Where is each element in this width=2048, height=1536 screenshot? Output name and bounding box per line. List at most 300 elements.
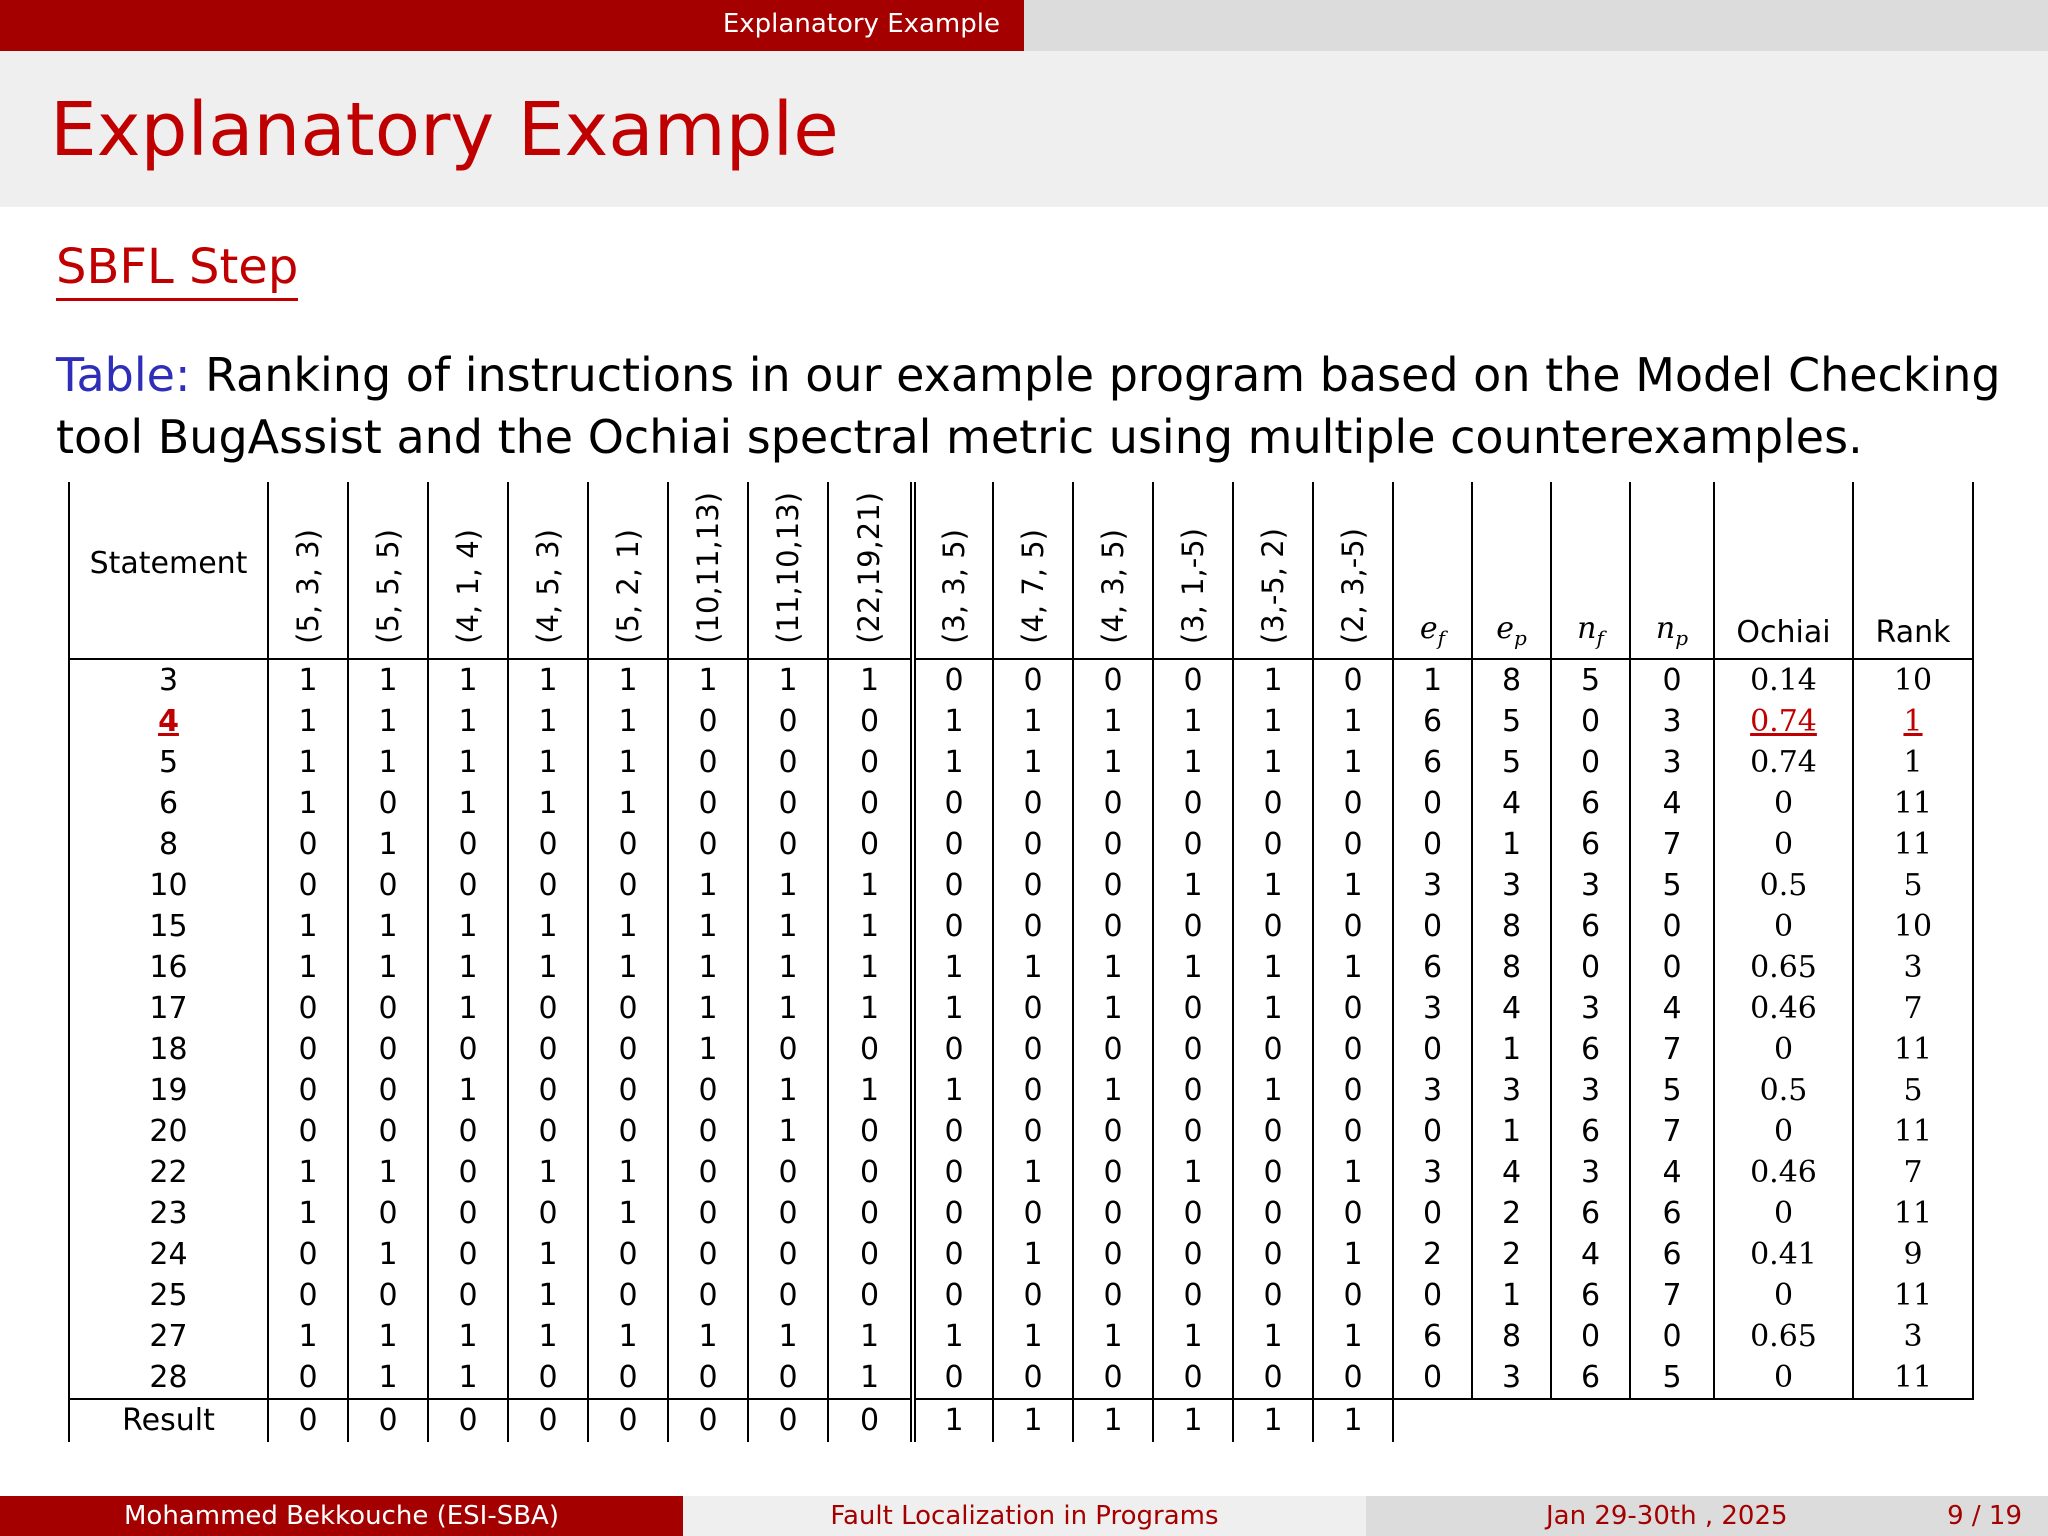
metric-subscript: p xyxy=(1675,625,1689,650)
metric-cell: 6 xyxy=(1551,906,1630,947)
metric-cell: 6 xyxy=(1393,742,1472,783)
coverage-cell: 0 xyxy=(428,1234,508,1275)
passing-test-label: (10,11,13) xyxy=(690,492,725,644)
coverage-cell: 1 xyxy=(348,1234,428,1275)
coverage-cell: 0 xyxy=(1073,659,1153,701)
coverage-cell: 0 xyxy=(828,1152,913,1193)
coverage-cell: 1 xyxy=(828,659,913,701)
coverage-cell: 0 xyxy=(588,1275,668,1316)
test-input-header xyxy=(668,482,748,659)
coverage-cell: 0 xyxy=(1233,1152,1313,1193)
metric-cell: 4 xyxy=(1630,988,1714,1029)
coverage-cell: 0 xyxy=(1313,824,1393,865)
ochiai-cell: 0 xyxy=(1714,1357,1853,1399)
failing-test-label: (3, 1,-5) xyxy=(1175,527,1210,644)
metric-subscript: f xyxy=(1596,625,1604,650)
metric-cell: 8 xyxy=(1472,1316,1551,1357)
coverage-cell: 1 xyxy=(268,1316,348,1357)
coverage-cell: 1 xyxy=(913,701,993,742)
coverage-cell: 0 xyxy=(913,1234,993,1275)
coverage-cell: 0 xyxy=(748,742,828,783)
rank-cell: 10 xyxy=(1853,906,1973,947)
metric-cell: 6 xyxy=(1551,824,1630,865)
top-navigation-bar xyxy=(0,0,2048,51)
coverage-cell: 1 xyxy=(268,1193,348,1234)
coverage-cell: 1 xyxy=(993,947,1073,988)
metric-cell: 6 xyxy=(1393,1316,1472,1357)
metric-cell: 1 xyxy=(1472,824,1551,865)
coverage-cell: 0 xyxy=(913,1152,993,1193)
coverage-cell: 1 xyxy=(993,1152,1073,1193)
coverage-cell: 1 xyxy=(748,906,828,947)
coverage-cell: 0 xyxy=(428,865,508,906)
footer-page-number: 9 / 19 xyxy=(1947,1501,2022,1531)
coverage-cell: 1 xyxy=(268,947,348,988)
coverage-cell: 1 xyxy=(828,947,913,988)
coverage-cell: 0 xyxy=(748,783,828,824)
rank-cell: 3 xyxy=(1853,947,1973,988)
coverage-cell: 1 xyxy=(828,1316,913,1357)
coverage-cell: 1 xyxy=(268,1152,348,1193)
coverage-cell: 0 xyxy=(668,701,748,742)
coverage-cell: 1 xyxy=(668,906,748,947)
coverage-cell: 1 xyxy=(748,988,828,1029)
coverage-cell: 1 xyxy=(1233,988,1313,1029)
metric-cell: 8 xyxy=(1472,659,1551,701)
coverage-cell: 0 xyxy=(828,1275,913,1316)
coverage-cell: 0 xyxy=(993,1070,1073,1111)
nav-section-title[interactable]: Explanatory Example xyxy=(0,0,1024,51)
coverage-cell: 0 xyxy=(1153,1275,1233,1316)
ochiai-cell: 0 xyxy=(1714,783,1853,824)
ochiai-cell: 0.74 xyxy=(1714,701,1853,742)
coverage-cell: 0 xyxy=(1233,1193,1313,1234)
metric-cell: 6 xyxy=(1551,783,1630,824)
metric-cell: 6 xyxy=(1393,947,1472,988)
coverage-cell: 1 xyxy=(748,865,828,906)
coverage-cell: 1 xyxy=(668,1029,748,1070)
coverage-cell: 0 xyxy=(1073,906,1153,947)
coverage-cell: 1 xyxy=(1233,659,1313,701)
ochiai-cell: 0.46 xyxy=(1714,1152,1853,1193)
coverage-cell: 1 xyxy=(348,906,428,947)
coverage-cell: 0 xyxy=(1233,1111,1313,1152)
coverage-cell: 0 xyxy=(428,1111,508,1152)
statement-cell: 16 xyxy=(69,947,268,988)
coverage-cell: 1 xyxy=(1313,865,1393,906)
table-row xyxy=(69,1070,1973,1111)
metric-header-ef xyxy=(1393,482,1472,659)
metric-cell: 5 xyxy=(1551,659,1630,701)
coverage-cell: 1 xyxy=(1073,988,1153,1029)
coverage-cell: 0 xyxy=(1073,1234,1153,1275)
coverage-cell: 1 xyxy=(268,783,348,824)
metric-cell: 3 xyxy=(1472,1357,1551,1399)
table-row xyxy=(69,865,1973,906)
rank-cell: 11 xyxy=(1853,1111,1973,1152)
caption-text: Ranking of instructions in our example program based on the Model Checking tool BugAssist and the Ochiai spectral metric using multiple counterexamples. xyxy=(56,348,2001,464)
rank-cell: 10 xyxy=(1853,659,1973,701)
coverage-cell: 0 xyxy=(1153,1029,1233,1070)
metric-cell: 0 xyxy=(1393,1111,1472,1152)
test-input-header xyxy=(268,482,348,659)
metric-cell: 2 xyxy=(1472,1193,1551,1234)
coverage-cell: 0 xyxy=(913,1193,993,1234)
table-row xyxy=(69,783,1973,824)
coverage-cell: 1 xyxy=(428,783,508,824)
coverage-cell: 1 xyxy=(913,1070,993,1111)
passing-test-label: (4, 1, 4) xyxy=(450,528,485,644)
coverage-cell: 0 xyxy=(588,824,668,865)
coverage-cell: 0 xyxy=(668,1111,748,1152)
failing-test-label: (4, 3, 5) xyxy=(1095,528,1130,644)
result-cell: 1 xyxy=(1313,1399,1393,1442)
coverage-cell: 1 xyxy=(588,947,668,988)
coverage-cell: 0 xyxy=(913,659,993,701)
coverage-cell: 1 xyxy=(1233,947,1313,988)
result-empty-cell xyxy=(1714,1399,1853,1442)
metric-cell: 0 xyxy=(1630,947,1714,988)
rank-cell: 5 xyxy=(1853,865,1973,906)
result-cell: 0 xyxy=(828,1399,913,1442)
result-cell: 0 xyxy=(668,1399,748,1442)
coverage-cell: 0 xyxy=(1153,783,1233,824)
table-row xyxy=(69,906,1973,947)
statement-cell: 20 xyxy=(69,1111,268,1152)
coverage-cell: 1 xyxy=(268,906,348,947)
metric-cell: 0 xyxy=(1393,906,1472,947)
metric-cell: 0 xyxy=(1551,701,1630,742)
metric-letter: n xyxy=(1577,610,1597,646)
table-row xyxy=(69,742,1973,783)
coverage-cell: 1 xyxy=(1233,1316,1313,1357)
coverage-cell: 0 xyxy=(1073,1275,1153,1316)
coverage-cell: 1 xyxy=(508,906,588,947)
metric-cell: 0 xyxy=(1551,1316,1630,1357)
metric-cell: 7 xyxy=(1630,1111,1714,1152)
table-body xyxy=(69,659,1973,1442)
coverage-cell: 0 xyxy=(1313,1070,1393,1111)
passing-test-label: (5, 5, 5) xyxy=(370,528,405,644)
coverage-cell: 1 xyxy=(1313,947,1393,988)
coverage-cell: 1 xyxy=(348,824,428,865)
ochiai-cell: 0.46 xyxy=(1714,988,1853,1029)
coverage-cell: 0 xyxy=(348,1111,428,1152)
metric-cell: 3 xyxy=(1551,1152,1630,1193)
coverage-cell: 0 xyxy=(993,865,1073,906)
coverage-cell: 1 xyxy=(1153,701,1233,742)
coverage-cell: 0 xyxy=(588,1070,668,1111)
statement-cell: 27 xyxy=(69,1316,268,1357)
metric-cell: 6 xyxy=(1630,1193,1714,1234)
failing-test-label: (3,-5, 2) xyxy=(1255,527,1290,644)
coverage-cell: 1 xyxy=(748,1111,828,1152)
coverage-cell: 0 xyxy=(1153,824,1233,865)
coverage-cell: 0 xyxy=(1153,1111,1233,1152)
metric-subscript: p xyxy=(1513,625,1527,650)
ochiai-cell: 0.14 xyxy=(1714,659,1853,701)
footer-right-panel xyxy=(1366,1496,2048,1536)
coverage-cell: 0 xyxy=(993,659,1073,701)
metric-cell: 1 xyxy=(1472,1029,1551,1070)
result-row xyxy=(69,1399,1973,1442)
metric-cell: 2 xyxy=(1472,1234,1551,1275)
coverage-cell: 0 xyxy=(828,742,913,783)
coverage-cell: 0 xyxy=(668,1234,748,1275)
metric-cell: 3 xyxy=(1393,865,1472,906)
coverage-cell: 0 xyxy=(748,1275,828,1316)
coverage-cell: 1 xyxy=(428,1316,508,1357)
header-row xyxy=(69,482,1973,659)
coverage-cell: 0 xyxy=(748,1357,828,1399)
coverage-cell: 0 xyxy=(268,865,348,906)
coverage-cell: 0 xyxy=(1153,988,1233,1029)
coverage-cell: 0 xyxy=(348,783,428,824)
metric-cell: 4 xyxy=(1472,783,1551,824)
statement-cell: 10 xyxy=(69,865,268,906)
rank-cell: 11 xyxy=(1853,1275,1973,1316)
footer-date: Jan 29-30th , 2025 xyxy=(1546,1501,1788,1531)
coverage-cell: 0 xyxy=(1313,1275,1393,1316)
block-heading: SBFL Step xyxy=(56,242,298,301)
coverage-cell: 1 xyxy=(1313,1316,1393,1357)
coverage-cell: 0 xyxy=(1153,1357,1233,1399)
coverage-cell: 0 xyxy=(268,1234,348,1275)
coverage-cell: 0 xyxy=(588,1029,668,1070)
coverage-cell: 0 xyxy=(668,1275,748,1316)
coverage-cell: 0 xyxy=(913,824,993,865)
coverage-cell: 0 xyxy=(1153,906,1233,947)
coverage-cell: 1 xyxy=(588,742,668,783)
rank-cell: 9 xyxy=(1853,1234,1973,1275)
result-empty-cell xyxy=(1551,1399,1630,1442)
coverage-cell: 1 xyxy=(348,1152,428,1193)
coverage-cell: 1 xyxy=(993,701,1073,742)
coverage-cell: 0 xyxy=(993,906,1073,947)
ochiai-header: Ochiai xyxy=(1714,482,1853,659)
result-cell: 0 xyxy=(748,1399,828,1442)
result-cell: 0 xyxy=(508,1399,588,1442)
table-row xyxy=(69,1316,1973,1357)
coverage-cell: 1 xyxy=(993,1234,1073,1275)
metric-cell: 5 xyxy=(1630,1357,1714,1399)
metric-cell: 1 xyxy=(1472,1111,1551,1152)
coverage-cell: 0 xyxy=(1153,1234,1233,1275)
coverage-cell: 0 xyxy=(508,1193,588,1234)
coverage-cell: 0 xyxy=(993,783,1073,824)
metric-subscript: f xyxy=(1437,625,1446,650)
coverage-cell: 1 xyxy=(1233,701,1313,742)
coverage-cell: 1 xyxy=(1313,742,1393,783)
coverage-cell: 1 xyxy=(1233,1070,1313,1111)
coverage-cell: 0 xyxy=(668,783,748,824)
coverage-cell: 1 xyxy=(668,865,748,906)
metric-letter: n xyxy=(1655,610,1676,646)
test-input-header xyxy=(748,482,828,659)
metric-cell: 1 xyxy=(1393,659,1472,701)
metric-cell: 7 xyxy=(1630,1275,1714,1316)
table-caption xyxy=(56,344,2016,468)
coverage-cell: 1 xyxy=(428,988,508,1029)
coverage-cell: 0 xyxy=(668,824,748,865)
coverage-cell: 1 xyxy=(348,659,428,701)
metric-cell: 3 xyxy=(1472,1070,1551,1111)
table-row xyxy=(69,1357,1973,1399)
coverage-cell: 0 xyxy=(913,865,993,906)
coverage-cell: 1 xyxy=(1073,1070,1153,1111)
ochiai-cell: 0.5 xyxy=(1714,865,1853,906)
coverage-cell: 1 xyxy=(828,1357,913,1399)
coverage-cell: 1 xyxy=(668,659,748,701)
coverage-cell: 1 xyxy=(428,701,508,742)
result-empty-cell xyxy=(1630,1399,1714,1442)
coverage-cell: 1 xyxy=(588,659,668,701)
coverage-cell: 0 xyxy=(1153,1070,1233,1111)
statement-cell: 17 xyxy=(69,988,268,1029)
coverage-cell: 1 xyxy=(828,988,913,1029)
coverage-cell: 0 xyxy=(588,865,668,906)
coverage-cell: 0 xyxy=(913,783,993,824)
coverage-cell: 0 xyxy=(1233,906,1313,947)
coverage-cell: 0 xyxy=(748,1193,828,1234)
coverage-cell: 0 xyxy=(268,824,348,865)
coverage-cell: 0 xyxy=(1073,865,1153,906)
failing-test-label: (3, 3, 5) xyxy=(936,528,971,644)
ochiai-cell: 0.74 xyxy=(1714,742,1853,783)
ochiai-cell: 0.65 xyxy=(1714,1316,1853,1357)
statement-cell: 22 xyxy=(69,1152,268,1193)
metric-header-np xyxy=(1630,482,1714,659)
coverage-cell: 1 xyxy=(508,1234,588,1275)
coverage-cell: 0 xyxy=(348,1029,428,1070)
rank-cell: 11 xyxy=(1853,1193,1973,1234)
coverage-cell: 0 xyxy=(828,1234,913,1275)
coverage-cell: 0 xyxy=(508,865,588,906)
coverage-cell: 0 xyxy=(748,1152,828,1193)
statement-cell: 5 xyxy=(69,742,268,783)
metric-cell: 3 xyxy=(1551,988,1630,1029)
coverage-cell: 0 xyxy=(428,1029,508,1070)
coverage-cell: 1 xyxy=(1073,701,1153,742)
coverage-cell: 0 xyxy=(828,824,913,865)
table-row xyxy=(69,947,1973,988)
coverage-cell: 0 xyxy=(828,1111,913,1152)
metric-cell: 1 xyxy=(1472,1275,1551,1316)
coverage-cell: 0 xyxy=(428,1152,508,1193)
coverage-cell: 0 xyxy=(1313,1111,1393,1152)
passing-test-label: (22,19,21) xyxy=(852,492,886,644)
statement-cell: 3 xyxy=(69,659,268,701)
coverage-cell: 0 xyxy=(508,824,588,865)
coverage-cell: 1 xyxy=(1313,1152,1393,1193)
metric-cell: 8 xyxy=(1472,906,1551,947)
ochiai-cell: 0.5 xyxy=(1714,1070,1853,1111)
coverage-cell: 0 xyxy=(1313,783,1393,824)
statement-cell: 25 xyxy=(69,1275,268,1316)
rank-cell: 11 xyxy=(1853,824,1973,865)
metric-cell: 6 xyxy=(1551,1275,1630,1316)
coverage-cell: 1 xyxy=(428,659,508,701)
metric-cell: 3 xyxy=(1551,865,1630,906)
frame-title: Explanatory Example xyxy=(50,87,839,173)
coverage-cell: 0 xyxy=(508,988,588,1029)
table-row xyxy=(69,824,1973,865)
coverage-cell: 1 xyxy=(1153,947,1233,988)
table-row xyxy=(69,1275,1973,1316)
passing-test-label: (11,10,13) xyxy=(770,492,805,644)
coverage-cell: 1 xyxy=(348,1316,428,1357)
test-input-header xyxy=(913,482,993,659)
coverage-cell: 0 xyxy=(748,824,828,865)
coverage-cell: 1 xyxy=(748,947,828,988)
statement-header: Statement xyxy=(69,482,268,659)
metric-cell: 7 xyxy=(1630,1029,1714,1070)
coverage-cell: 0 xyxy=(993,824,1073,865)
coverage-cell: 1 xyxy=(268,701,348,742)
result-cell: 0 xyxy=(588,1399,668,1442)
coverage-cell: 1 xyxy=(268,742,348,783)
coverage-cell: 1 xyxy=(748,1316,828,1357)
footer-talk-title: Fault Localization in Programs xyxy=(683,1496,1366,1536)
coverage-cell: 1 xyxy=(428,1070,508,1111)
coverage-cell: 0 xyxy=(1313,906,1393,947)
coverage-cell: 1 xyxy=(1233,742,1313,783)
ochiai-cell: 0 xyxy=(1714,1029,1853,1070)
coverage-cell: 0 xyxy=(508,1111,588,1152)
test-input-header xyxy=(1233,482,1313,659)
metric-cell: 4 xyxy=(1630,1152,1714,1193)
coverage-cell: 0 xyxy=(993,1111,1073,1152)
coverage-cell: 1 xyxy=(668,947,748,988)
test-input-header xyxy=(828,482,913,659)
coverage-cell: 0 xyxy=(913,1111,993,1152)
coverage-cell: 0 xyxy=(913,1357,993,1399)
table-row xyxy=(69,1152,1973,1193)
coverage-cell: 0 xyxy=(1073,1152,1153,1193)
ranking-table-container xyxy=(68,482,1974,1442)
result-cell: 0 xyxy=(268,1399,348,1442)
coverage-cell: 0 xyxy=(993,988,1073,1029)
test-input-header xyxy=(993,482,1073,659)
table-row xyxy=(69,988,1973,1029)
coverage-cell: 0 xyxy=(508,1029,588,1070)
rank-cell: 1 xyxy=(1853,701,1973,742)
metric-cell: 0 xyxy=(1393,1193,1472,1234)
result-empty-cell xyxy=(1853,1399,1973,1442)
coverage-cell: 0 xyxy=(1313,1193,1393,1234)
coverage-cell: 0 xyxy=(1313,659,1393,701)
coverage-cell: 0 xyxy=(268,988,348,1029)
metric-cell: 6 xyxy=(1393,701,1472,742)
coverage-cell: 1 xyxy=(588,783,668,824)
coverage-cell: 0 xyxy=(508,1357,588,1399)
ochiai-cell: 0.65 xyxy=(1714,947,1853,988)
test-input-header xyxy=(1153,482,1233,659)
metric-cell: 3 xyxy=(1472,865,1551,906)
metric-cell: 6 xyxy=(1551,1029,1630,1070)
coverage-cell: 0 xyxy=(268,1070,348,1111)
table-row xyxy=(69,659,1973,701)
coverage-cell: 1 xyxy=(668,1316,748,1357)
metric-cell: 4 xyxy=(1472,1152,1551,1193)
coverage-cell: 0 xyxy=(1153,659,1233,701)
ochiai-cell: 0 xyxy=(1714,1193,1853,1234)
coverage-cell: 0 xyxy=(668,1152,748,1193)
ranking-table xyxy=(68,482,1974,1442)
rank-header: Rank xyxy=(1853,482,1973,659)
coverage-cell: 0 xyxy=(1233,1275,1313,1316)
coverage-cell: 0 xyxy=(348,1193,428,1234)
